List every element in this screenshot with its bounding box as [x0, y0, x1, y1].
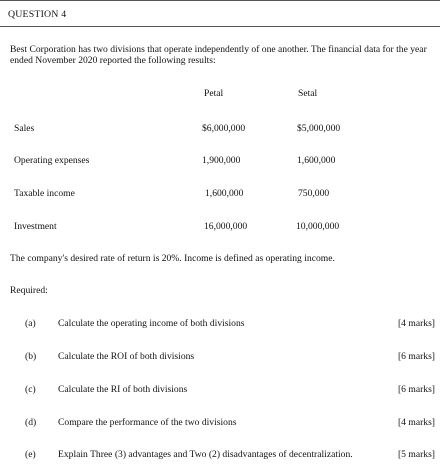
cell-setal-operating-expenses: 1,600,000: [297, 155, 336, 166]
cell-petal-operating-expenses: 1,900,000: [202, 155, 241, 166]
requirement-letter-b: (b): [25, 351, 37, 362]
cell-setal-investment: 10,000,000: [296, 221, 340, 232]
cell-petal-taxable-income: 1,600,000: [205, 188, 244, 199]
requirement-letter-e: (e): [25, 449, 36, 460]
requirement-text-c: Calculate the RI of both divisions: [58, 384, 188, 395]
question-title: QUESTION 4: [8, 9, 67, 20]
requirement-text-e: Explain Three (3) advantages and Two (2) disadvantages of decentralization.: [58, 449, 353, 460]
column-header-setal: Setal: [298, 88, 318, 99]
requirement-marks-c: [6 marks]: [397, 384, 435, 395]
requirement-marks-b: [6 marks]: [397, 351, 435, 362]
requirement-letter-a: (a): [25, 318, 36, 329]
requirement-marks-a: [4 marks]: [397, 318, 435, 329]
rate-note: The company's desired rate of return is 20%. Income is defined as operating income.: [10, 253, 335, 264]
requirement-marks-e: [5 marks]: [397, 449, 435, 460]
question-intro: Best Corporation has two divisions that operate independently of one another. The financial data for the year ended November 2020 reported the following results:: [10, 44, 427, 66]
column-header-petal: Petal: [204, 88, 224, 99]
requirement-text-a: Calculate the operating income of both divisions: [58, 318, 245, 329]
requirement-letter-d: (d): [25, 417, 37, 428]
cell-petal-sales: $6,000,000: [202, 123, 246, 134]
row-label-taxable-income: Taxable income: [14, 188, 75, 199]
required-label: Required:: [10, 285, 48, 296]
cell-setal-sales: $5,000,000: [297, 123, 341, 134]
row-label-investment: Investment: [14, 221, 57, 232]
row-label-operating-expenses: Operating expenses: [14, 155, 90, 166]
requirement-text-d: Compare the performance of the two divisions: [58, 417, 237, 428]
cell-petal-investment: 16,000,000: [204, 221, 248, 232]
requirement-letter-c: (c): [25, 384, 36, 395]
row-label-sales: Sales: [14, 123, 35, 134]
requirement-marks-d: [4 marks]: [397, 417, 435, 428]
cell-setal-taxable-income: 750,000: [298, 188, 330, 199]
requirement-text-b: Calculate the ROI of both divisions: [58, 351, 195, 362]
